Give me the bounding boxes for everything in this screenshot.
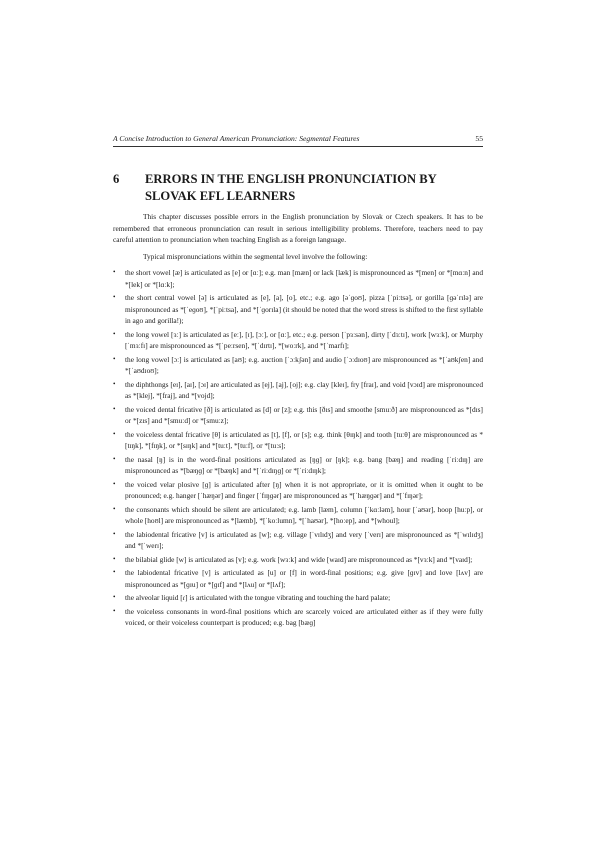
chapter-number: 6 — [113, 172, 120, 186]
page-number: 55 — [475, 134, 483, 143]
list-item: • the short central vowel [ə] is articulated as [e], [a], [o], etc.; e.g. ago [əˈɡoʊ], pizza [ˈpiːtsə], or gorilla [ɡəˈrɪlə] are mispronounced as *[ˈeɡoʊ], *[ˈpiːtsa], and *[ˈɡorɪla] (it should be noted that the word stress is shifted to the first syllable in ago and gorilla!); — [113, 292, 483, 327]
intro-paragraph: This chapter discusses possible errors in the English pronunciation by Slovak or Czech speakers. It has to be remembered that erroneous pronunciation can result in serious intelligibility problems. Therefore, teachers need to pay careful attention to pronunciation when teaching English as a foreign language. — [113, 212, 483, 244]
list-item: • the long vowel [ɜː] is articulated as [eː], [ɪ], [ɔː], or [ɑː], etc.; e.g. person [ˈpɜːsən], dirty [ˈdɜːtɪ], work [wɜːk], or Murphy [ˈmɜːfɪ] are mispronounced as *[ˈpeːrsen], *[ˈdɪrtɪ], *[woːrk], and *[ˈmarfɪ]; — [113, 329, 483, 352]
list-item: • the alveolar liquid [ɾ] is articulated with the tongue vibrating and touching the hard palate; — [113, 592, 483, 604]
list-item: • the voiceless dental fricative [θ] is articulated as [t], [f], or [s]; e.g. think [θɪŋk] and tooth [tuːθ] are mispronounced as *[tɪŋk], *[fɪŋk], or *[sɪŋk] and *[tuːt], *[tuːf], or *[tuːs]; — [113, 429, 483, 452]
list-item: • the voiceless consonants in word-final positions which are scarcely voiced are articulated either as if they were fully voiced, or their voiceless counterpart is produced; e.g. bag [bæɡ] — [113, 606, 483, 629]
list-item: • the short vowel [æ] is articulated as [e] or [ɑː]; e.g. man [mæn] or lack [læk] is mispronounced as *[men] or *[mɑːn] and *[lek] or *[lɑːk]; — [113, 267, 483, 290]
list-item: • the labiodental fricative [v] is articulated as [w]; e.g. village [ˈvɪlɪdʒ] and very [ˈverɪ] are mispronounced as *[ˈwɪlɪdʒ] and *[ˈwerɪ]; — [113, 529, 483, 552]
header-rule — [113, 146, 483, 147]
list-item: • the diphthongs [eɪ], [aɪ], [ɔɪ] are articulated as [ej], [aj], [oj]; e.g. clay [kleɪ], fry [fraɪ], and void [vɔɪd] are mispronounced as *[klej], *[fraj], and *[vojd]; — [113, 379, 483, 402]
list-lead-paragraph: Typical mispronunciations within the segmental level involve the following: — [143, 251, 368, 261]
list-item: • the long vowel [ɔː] is articulated as [aʊ]; e.g. auction [ˈɔːkʃən] and audio [ˈɔːdɪoʊ] are mispronounced as *[ˈaʊkʃen] and *[ˈaʊdɪoʊ]; — [113, 354, 483, 377]
mispronunciation-list — [113, 267, 483, 629]
list-item: • the labiodental fricative [v] is articulated as [u] or [f] in word-final positions; e.g. give [ɡɪv] and love [lʌv] are mispronounced as *[ɡɪu] or *[ɡɪf] and *[lʌu] or *[lʌf]; — [113, 567, 483, 590]
list-item: • the consonants which should be silent are articulated; e.g. lamb [læm], column [ˈkɑːləm], hour [ˈaʊər], hoop [huːp], or whole [hoʊl] are mispronounced as *[læmb], *[ˈkoːlumn], *[ˈhaʊər], *[hoːep], and *[whoul]; — [113, 504, 483, 527]
chapter-title: ERRORS IN THE ENGLISH PRONUNCIATION BY SLOVAK EFL LEARNERS — [145, 172, 437, 203]
running-title: A Concise Introduction to General American Pronunciation: Segmental Features — [113, 134, 360, 143]
list-item: • the voiced velar plosive [ɡ] is articulated after [ŋ] when it is not appropriate, or it is omitted when it ought to be pronounced; e.g. hanger [ˈhæŋər] and finger [ˈfɪŋɡər] are mispronounced as *[ˈhæŋɡər] and *[ˈfɪŋər]; — [113, 479, 483, 502]
list-item: • the voiced dental fricative [ð] is articulated as [d] or [z]; e.g. this [ðɪs] and smoothe [smuːð] are mispronounced as *[dɪs] or *[zɪs] and *[smuːd] or *[smuːz]; — [113, 404, 483, 427]
list-item: • the bilabial glide [w] is articulated as [v]; e.g. work [wɜːk] and wide [waɪd] are mispronounced as *[vɜːk] and *[vaɪd]; — [113, 554, 483, 566]
body-text — [113, 211, 483, 631]
running-header — [113, 134, 483, 143]
list-item: • the nasal [ŋ] is in the word-final positions articulated as [ŋɡ] or [ŋk]; e.g. bang [bæŋ] and reading [ˈriːdɪŋ] are mispronounced as *[bæŋɡ] or *[bæŋk] and *[ˈriːdɪŋɡ] or *[ˈriːdɪŋk]; — [113, 454, 483, 477]
